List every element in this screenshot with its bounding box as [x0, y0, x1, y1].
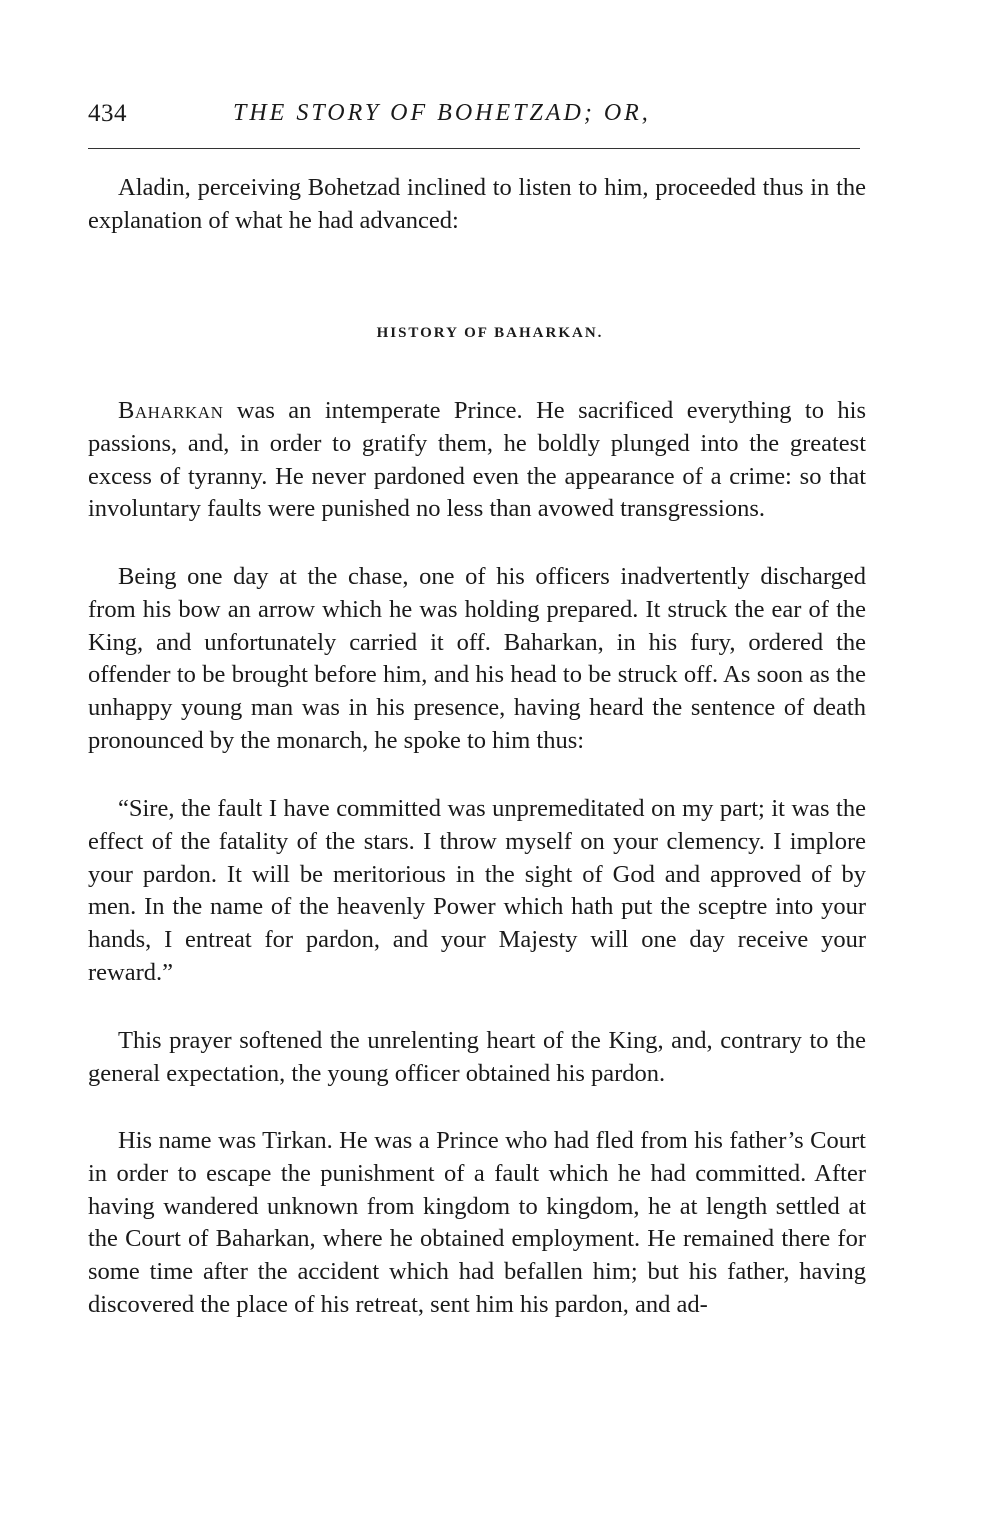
page-number: 434 — [88, 100, 127, 127]
header-rule — [88, 148, 860, 149]
paragraph-1-lead-word: Baharkan — [118, 397, 224, 424]
paragraph-2: Being one day at the chase, one of his officers inadvertently discharged from his bow an arrow which he was holding prepared. It struck the ear of the King, and unfortunately carried it off. Baharkan, in his fury, ordered the offender to be brought before him, and his head to be struck off. As soon as the unhappy young man was in his presence, having heard the sentence of death pronounced by the monarch, he spoke to him thus: — [88, 563, 866, 754]
section-heading: HISTORY OF BAHARKAN. — [376, 325, 604, 341]
paragraph-4: This prayer softened the unrelenting heart of the King, and, contrary to the general expectation, the young officer obtained his pardon. — [88, 1027, 866, 1087]
page-header — [88, 100, 868, 140]
intro-paragraph: Aladin, perceiving Bohetzad inclined to listen to him, proceeded thus in the explanation of what he had advanced: — [88, 174, 866, 234]
paragraph-1 — [88, 395, 866, 526]
paragraph-5: His name was Tirkan. He was a Prince who had fled from his father’s Court in order to escape the punishment of a fault which he had committed. After having wandered unknown from kingdom to kingdom, he at length settled at the Court of Baharkan, where he obtained employment. He remained there for some time after the accident which had befallen him; but his father, having discovered the place of his retreat, sent him his pardon, and ad- — [88, 1127, 866, 1318]
paragraph-1-text: was an intemperate Prince. He sacrificed everything to his passions, and, in order to gratify them, he boldly plunged into the greatest excess of tyranny. He never pardoned even the appearance of a crime: so that involuntary faults were punished no less than avowed transgressions. — [88, 397, 866, 523]
running-title: THE STORY OF BOHETZAD; OR, — [233, 100, 651, 126]
paragraph-3: “Sire, the fault I have committed was unpremeditated on my part; it was the effect of the fatality of the stars. I throw myself on your clemency. I implore your pardon. It will be meritorious in the sight of God and approved of by men. In the name of the heavenly Power which hath put the sceptre into your hands, I entreat for pardon, and your Majesty will one day receive your reward.” — [88, 795, 866, 986]
